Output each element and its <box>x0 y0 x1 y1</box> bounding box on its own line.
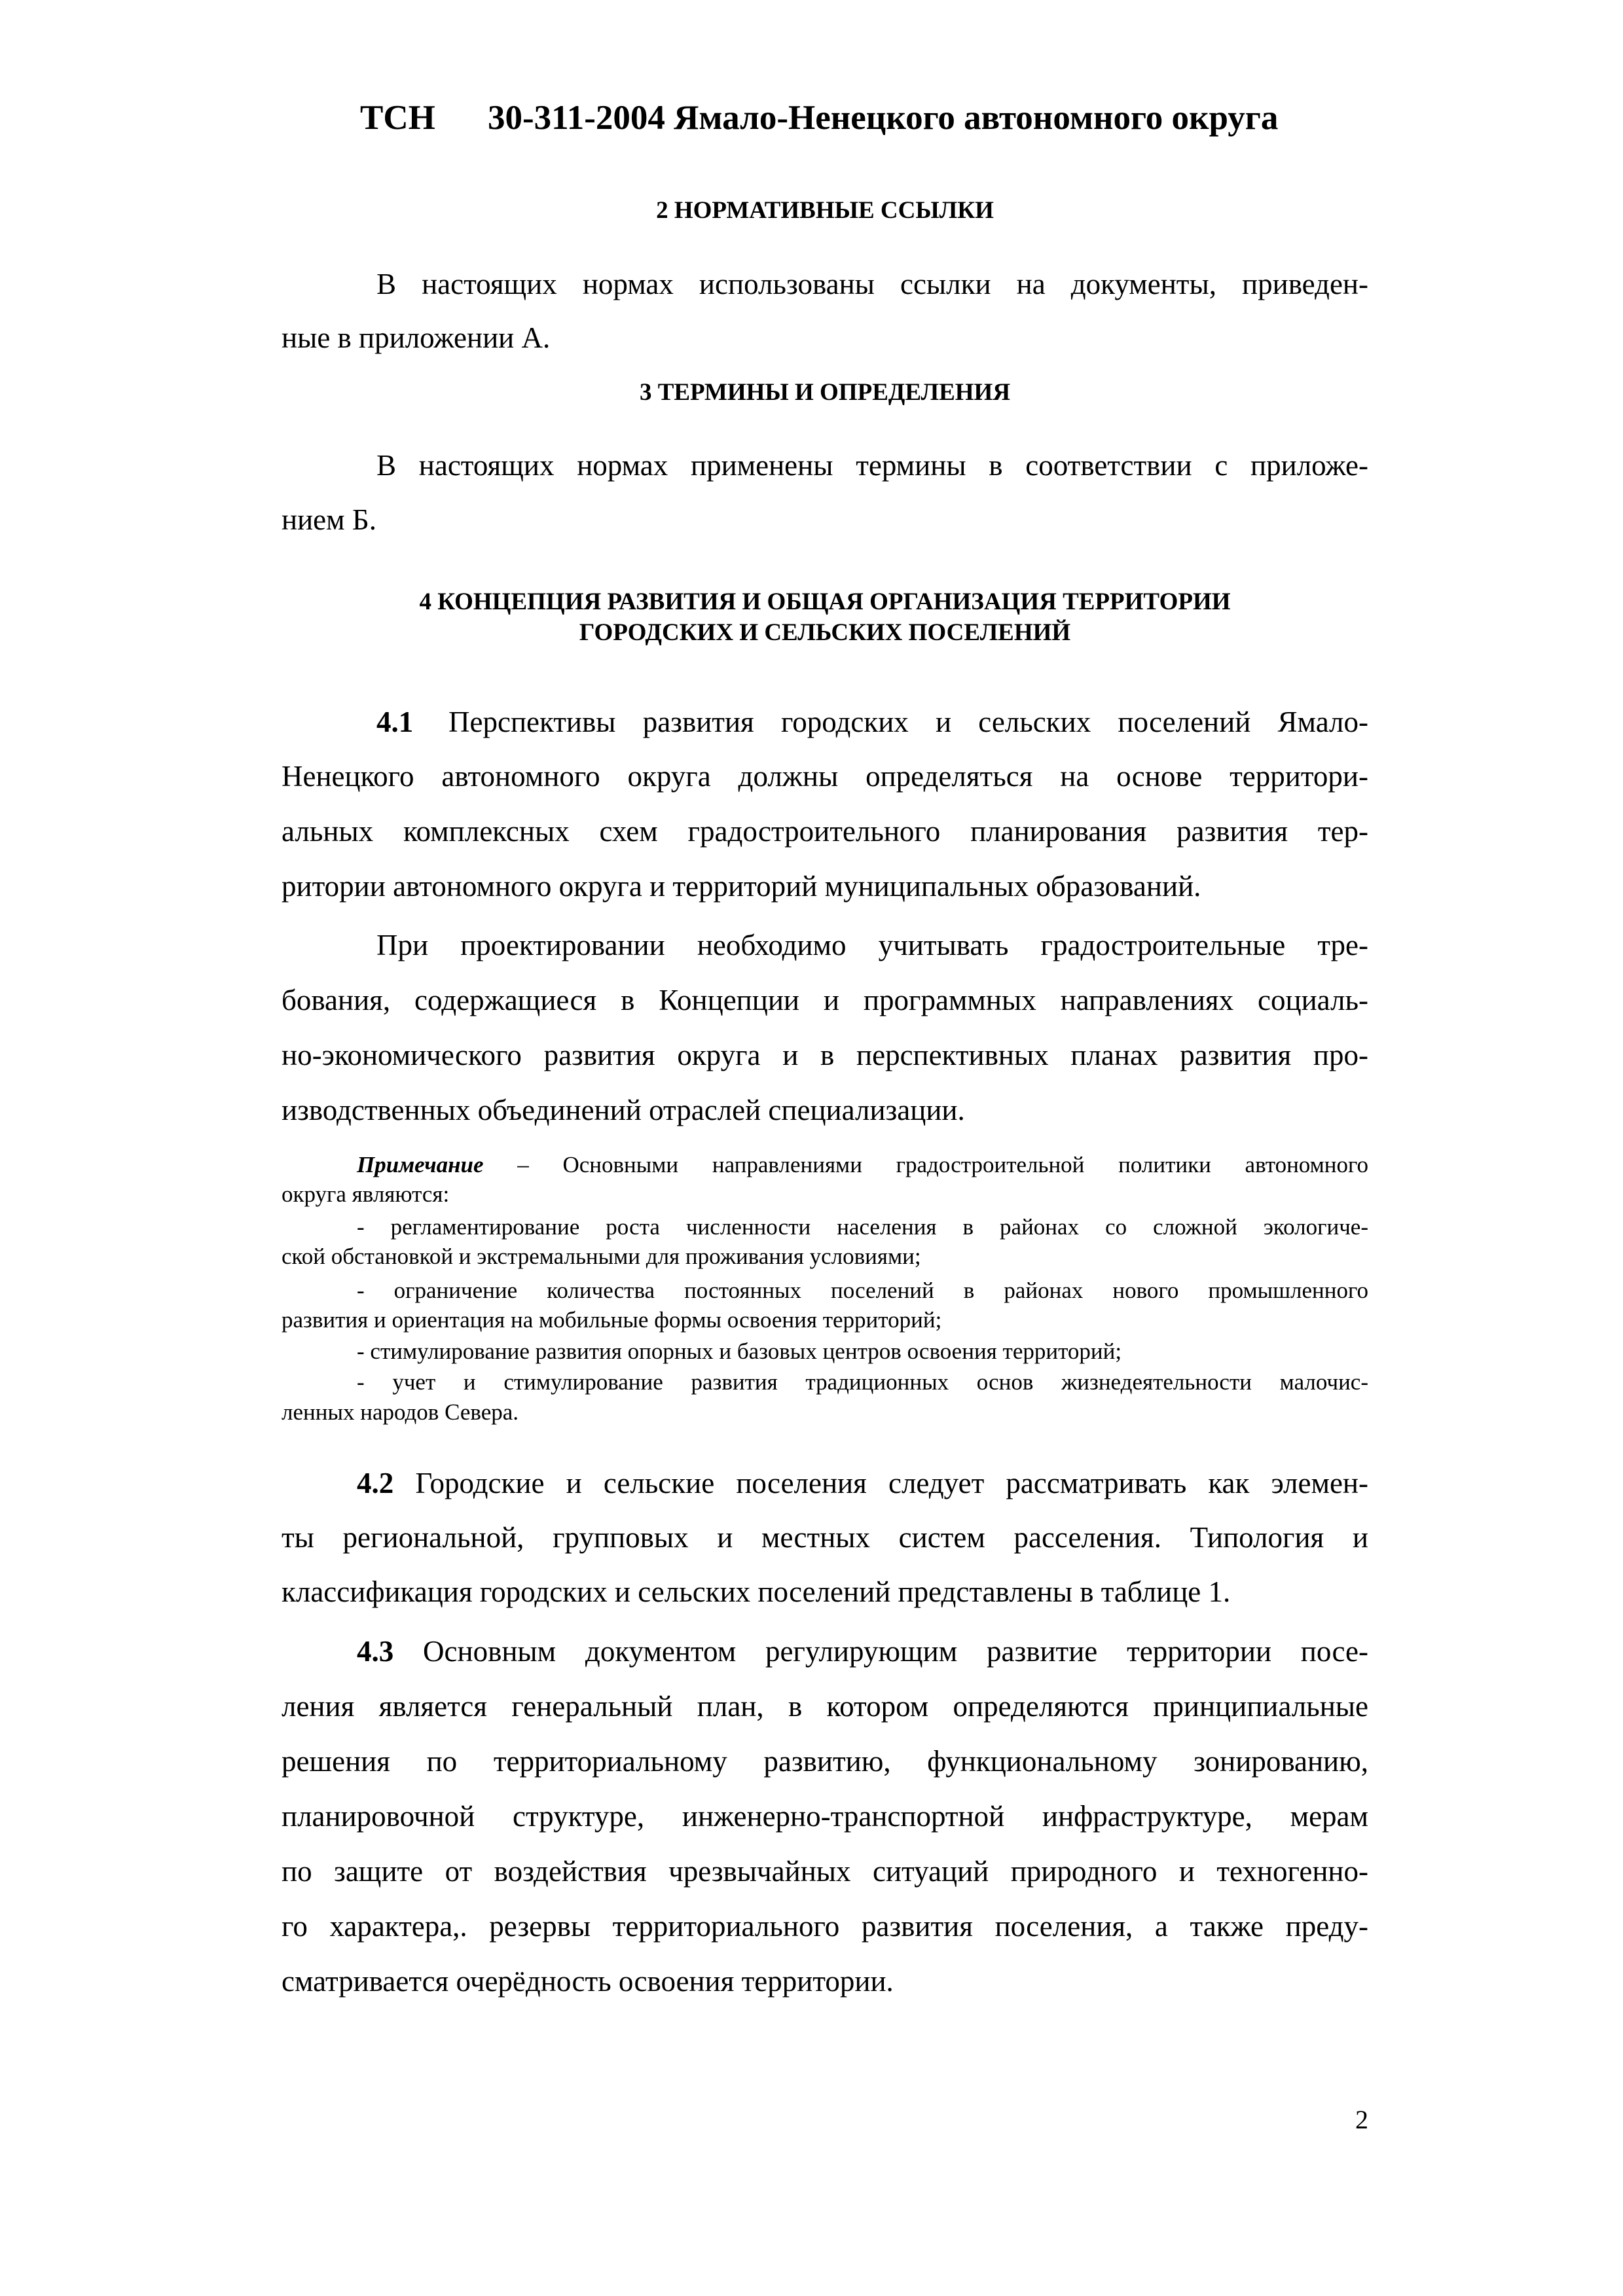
note-first-line: Примечание – Основными направлениями градостроительной политики автономного <box>357 1152 1368 1177</box>
note-line: - стимулирование развития опорных и базовых центров освоения территорий; <box>357 1338 1122 1364</box>
section-2-text-line: В настоящих нормах использованы ссылки на документы, приведен- <box>376 268 1368 300</box>
paragraph-4-3-line: го характера,. резервы территориального развития поселения, а также преду- <box>282 1910 1368 1943</box>
section-2-title: 2 НОРМАТИВНЫЕ ССЫЛКИ <box>656 197 994 224</box>
note-line: ской обстановкой и экстремальными для проживания условиями; <box>282 1244 921 1269</box>
section-4-title-line2: ГОРОДСКИХ И СЕЛЬСКИХ ПОСЕЛЕНИЙ <box>579 619 1071 646</box>
note-line: округа являются: <box>282 1181 450 1207</box>
note-line: ленных народов Севера. <box>282 1399 519 1425</box>
paragraph-4-2-line: классификация городских и сельских поселений представлены в таблице 1. <box>282 1575 1231 1608</box>
paragraph-4-1b-line: но-экономического развития округа и в перспективных планах развития про- <box>282 1039 1368 1071</box>
paragraph-4-3-line: 4.3 Основным документом регулирующим развитие территории посе- <box>357 1635 1368 1668</box>
paragraph-4-3-line: ления является генеральный план, в котором определяются принципиальные <box>282 1690 1368 1723</box>
paragraph-4-1b-line: При проектировании необходимо учитывать градостроительные тре- <box>376 929 1368 961</box>
note-line: развития и ориентация на мобильные формы освоения территорий; <box>282 1307 942 1333</box>
paragraph-4-3-line: решения по территориальному развитию, функциональному зонированию, <box>282 1745 1368 1778</box>
paragraph-4-1-line: Ненецкого автономного округа должны определяться на основе территори- <box>282 760 1368 793</box>
paragraph-number: 4.1 <box>376 706 414 738</box>
page-number: 2 <box>1355 2105 1368 2134</box>
paragraph-number: 4.2 <box>357 1467 394 1499</box>
paragraph-4-1-line: ритории автономного округа и территорий муниципальных образований. <box>282 870 1201 903</box>
note-line: - ограничение количества постоянных поселений в районах нового промышленного <box>357 1278 1368 1303</box>
paragraph-4-1-line: Перспективы развития городских и сельских поселений Ямало- <box>448 706 1368 738</box>
note-label: Примечание <box>357 1152 484 1177</box>
section-2-text-line: ные в приложении А. <box>282 321 551 354</box>
paragraph-4-1b-line: изводственных объединений отраслей специализации. <box>282 1094 965 1126</box>
document-header <box>360 98 1368 137</box>
section-3-text-line: нием Б. <box>282 503 376 536</box>
paragraph-4-1b-line: бования, содержащиеся в Концепции и программных направлениях социаль- <box>282 984 1368 1016</box>
note-line: - учет и стимулирование развития традиционных основ жизнедеятельности малочис- <box>357 1369 1368 1395</box>
section-3-title: 3 ТЕРМИНЫ И ОПРЕДЕЛЕНИЯ <box>639 379 1011 406</box>
paragraph-4-2-line: 4.2 Городские и сельские поселения следует рассматривать как элемен- <box>357 1467 1368 1499</box>
paragraph-4-2-line: ты региональной, групповых и местных систем расселения. Типология и <box>282 1521 1368 1554</box>
section-3-text-line: В настоящих нормах применены термины в соответствии с приложе- <box>376 449 1368 482</box>
paragraph-4-1-line: альных комплексных схем градостроительного планирования развития тер- <box>282 815 1368 848</box>
paragraph-4-3-line: по защите от воздействия чрезвычайных ситуаций природного и техногенно- <box>282 1855 1368 1888</box>
header-code-title: 30-311-2004 Ямало-Ненецкого автономного округа <box>488 99 1279 137</box>
paragraph-4-3-line: сматривается очерёдность освоения территории. <box>282 1965 894 1998</box>
paragraph-4-3-line: планировочной структуре, инженерно-транспортной инфраструктуре, мерам <box>282 1800 1368 1833</box>
paragraph-number: 4.3 <box>357 1635 394 1668</box>
note-line: - регламентирование роста численности населения в районах со сложной экологиче- <box>357 1214 1368 1240</box>
header-prefix: ТСН <box>360 99 435 137</box>
section-4-title-line1: 4 КОНЦЕПЦИЯ РАЗВИТИЯ И ОБЩАЯ ОРГАНИЗАЦИЯ ТЕРРИТОРИИ <box>419 588 1231 615</box>
